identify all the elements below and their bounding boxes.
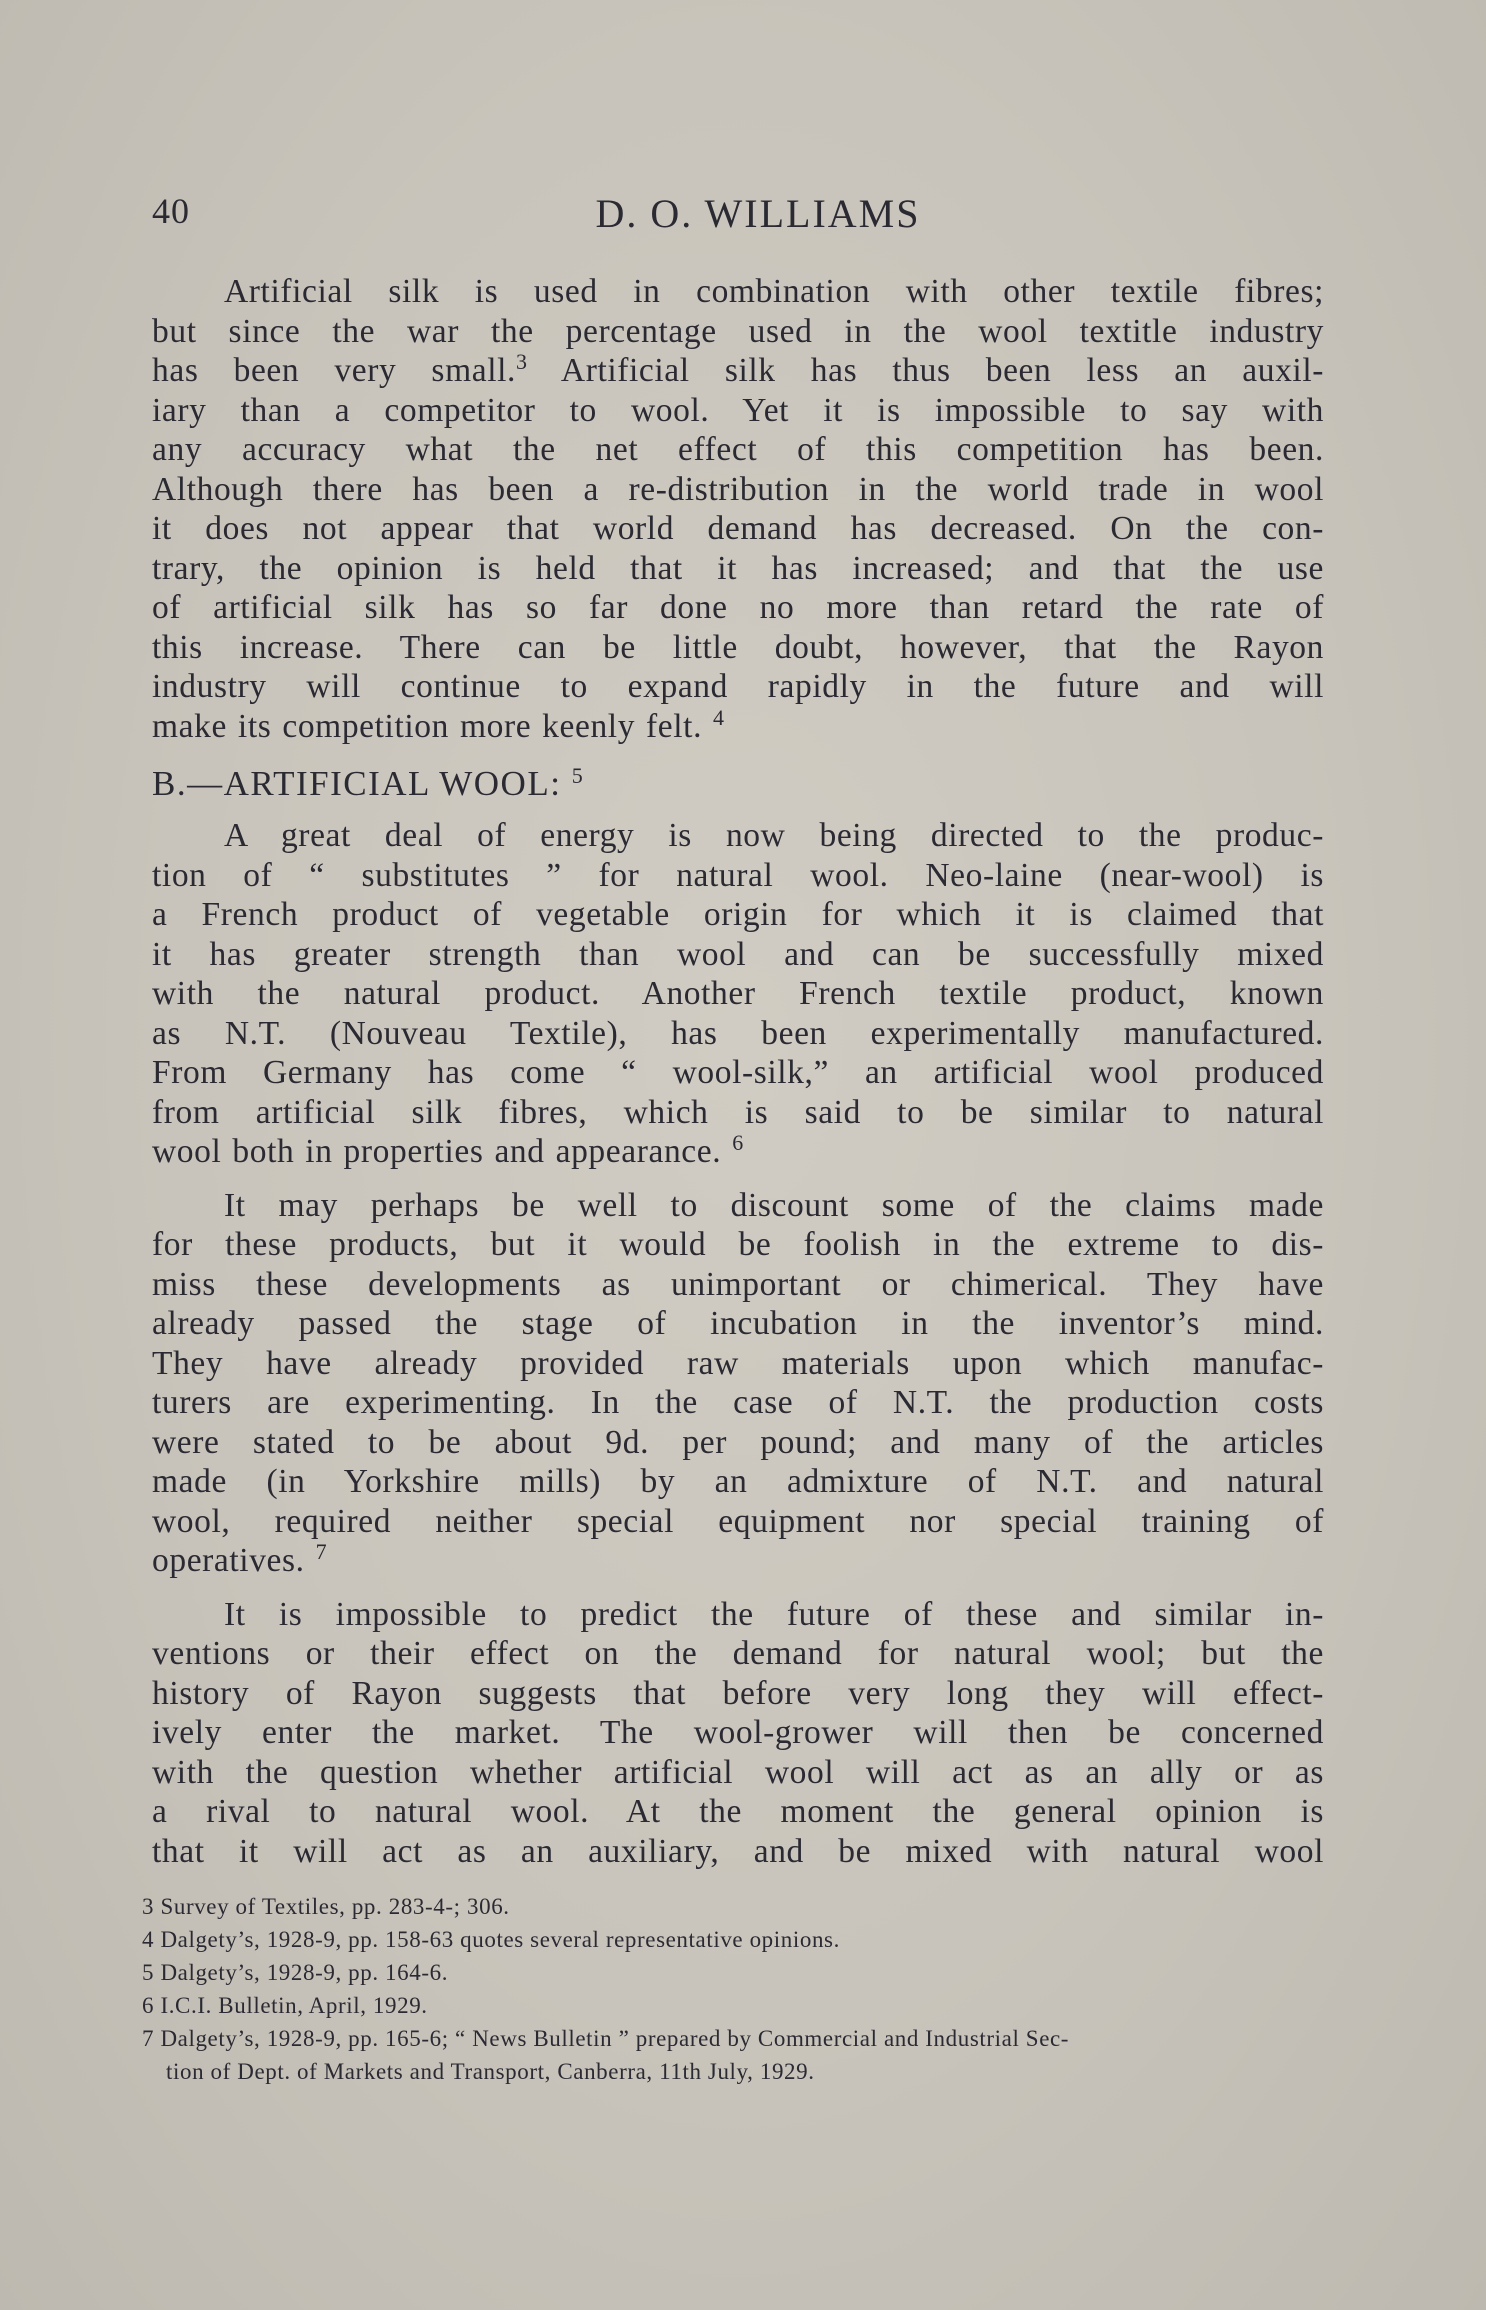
footnote-ref: 6 xyxy=(732,1130,744,1155)
footnote-continuation: tion of Dept. of Markets and Transport, Canberra, 11th July, 1929. xyxy=(166,2059,815,2084)
footnote-ref: 5 xyxy=(571,763,585,788)
footnote: 7 Dalgety’s, 1928-9, pp. 165-6; “ News Bulletin ” prepared by Commercial and Industrial Sec- xyxy=(142,2026,1070,2051)
footnote: 5 Dalgety’s, 1928-9, pp. 164-6. xyxy=(142,1960,449,1985)
text-line: as N.T. (Nouveau Textile), has been experimentally manufactured. xyxy=(152,1014,1324,1052)
footnote: 6 I.C.I. Bulletin, April, 1929. xyxy=(142,1993,428,2018)
text-line: a rival to natural wool. At the moment the general opinion is xyxy=(152,1793,1324,1830)
text-line: of artificial silk has so far done no more than retard the rate of xyxy=(152,589,1324,626)
text-line: with the question whether artificial wool will act as an ally or as xyxy=(152,1753,1324,1791)
running-title: D. O. WILLIAMS xyxy=(595,191,921,236)
text-line: It may perhaps be well to discount some of the claims made xyxy=(224,1186,1324,1224)
text-line: iary than a competitor to wool. Yet it is impossible to say with xyxy=(152,391,1324,429)
text-line: it has greater strength than wool and can be successfully mixed xyxy=(152,935,1324,973)
running-head xyxy=(152,190,1324,246)
text-line: industry will continue to expand rapidly in the future and will xyxy=(152,668,1324,705)
text-line: wool, required neither special equipment nor special training of xyxy=(152,1502,1324,1540)
text-line: a French product of vegetable origin for which it is claimed that xyxy=(152,896,1324,933)
paragraph-future xyxy=(152,1595,1324,1872)
text-line: with the natural product. Another French textile product, known xyxy=(152,975,1324,1012)
body-text xyxy=(152,272,1324,1871)
footnote-ref: 4 xyxy=(713,704,725,730)
text-line: ively enter the market. The wool-grower will then be concerned xyxy=(152,1714,1324,1751)
text-line: were stated to be about 9d. per pound; and many of the articles xyxy=(152,1423,1324,1461)
section-heading: B.—ARTIFICIAL WOOL: $^5$ xyxy=(152,763,585,803)
text-line: From Germany has come “ wool-silk,” an artificial wool produced xyxy=(152,1054,1324,1091)
text-line: it does not appear that world demand has decreased. On the con- xyxy=(152,510,1324,547)
footnote-ref: 7 xyxy=(315,1539,328,1564)
text-line: Artificial silk is used in combination with other textile fibres; xyxy=(224,273,1324,310)
text-line: make its competition more keenly felt. $^4$ xyxy=(152,704,725,745)
text-line: turers are experimenting. In the case of N.T. the production costs xyxy=(152,1384,1324,1421)
text-line: history of Rayon suggests that before very long they will effect- xyxy=(152,1674,1324,1712)
text-line: from artificial silk fibres, which is said to be similar to natural xyxy=(152,1093,1324,1131)
text-line: made (in Yorkshire mills) by an admixture of N.T. and natural xyxy=(152,1463,1324,1500)
footnote: 4 Dalgety’s, 1928-9, pp. 158-63 quotes several representative opinions. xyxy=(142,1927,840,1952)
text-line: already passed the stage of incubation in the inventor’s mind. xyxy=(152,1305,1324,1342)
text-line: wool both in properties and appearance. $^6$ xyxy=(152,1130,744,1170)
text-line: Although there has been a re-distribution in the world trade in wool xyxy=(152,470,1324,508)
footnote-ref: 3 xyxy=(516,349,528,374)
text-line: miss these developments as unimportant or chimerical. They have xyxy=(152,1265,1324,1303)
footnote: 3 Survey of Textiles, pp. 283-4-; 306. xyxy=(142,1894,510,1919)
paragraph-claims xyxy=(152,1186,1324,1581)
text-line: but since the war the percentage used in the wool textitle industry xyxy=(152,312,1324,350)
text-line: trary, the opinion is held that it has increased; and that the use xyxy=(152,549,1324,587)
paragraph-substitutes xyxy=(152,816,1324,1172)
text-line: has been very small.$^3$ Artificial silk has thus been less an auxil- xyxy=(152,349,1325,389)
text-line: operatives. $^7$ xyxy=(152,1539,328,1579)
page-number: 40 xyxy=(152,191,190,231)
text-line: this increase. There can be little doubt, however, that the Rayon xyxy=(152,628,1324,666)
text-line: ventions or their effect on the demand for natural wool; but the xyxy=(152,1635,1324,1672)
footnotes xyxy=(142,1890,1324,2088)
text-line: that it will act as an auxiliary, and be mixed with natural wool xyxy=(152,1832,1324,1870)
text-line: They have already provided raw materials upon which manufac- xyxy=(152,1344,1324,1382)
text-line: tion of “ substitutes ” for natural wool. Neo-laine (near-wool) is xyxy=(152,856,1324,894)
text-line: any accuracy what the net effect of this competition has been. xyxy=(152,431,1324,468)
text-line: It is impossible to predict the future of these and similar in- xyxy=(224,1595,1324,1633)
paragraph-artificial-silk xyxy=(152,272,1324,746)
text-line: A great deal of energy is now being directed to the produc- xyxy=(224,817,1324,854)
text-line: for these products, but it would be foolish in the extreme to dis- xyxy=(152,1226,1324,1263)
